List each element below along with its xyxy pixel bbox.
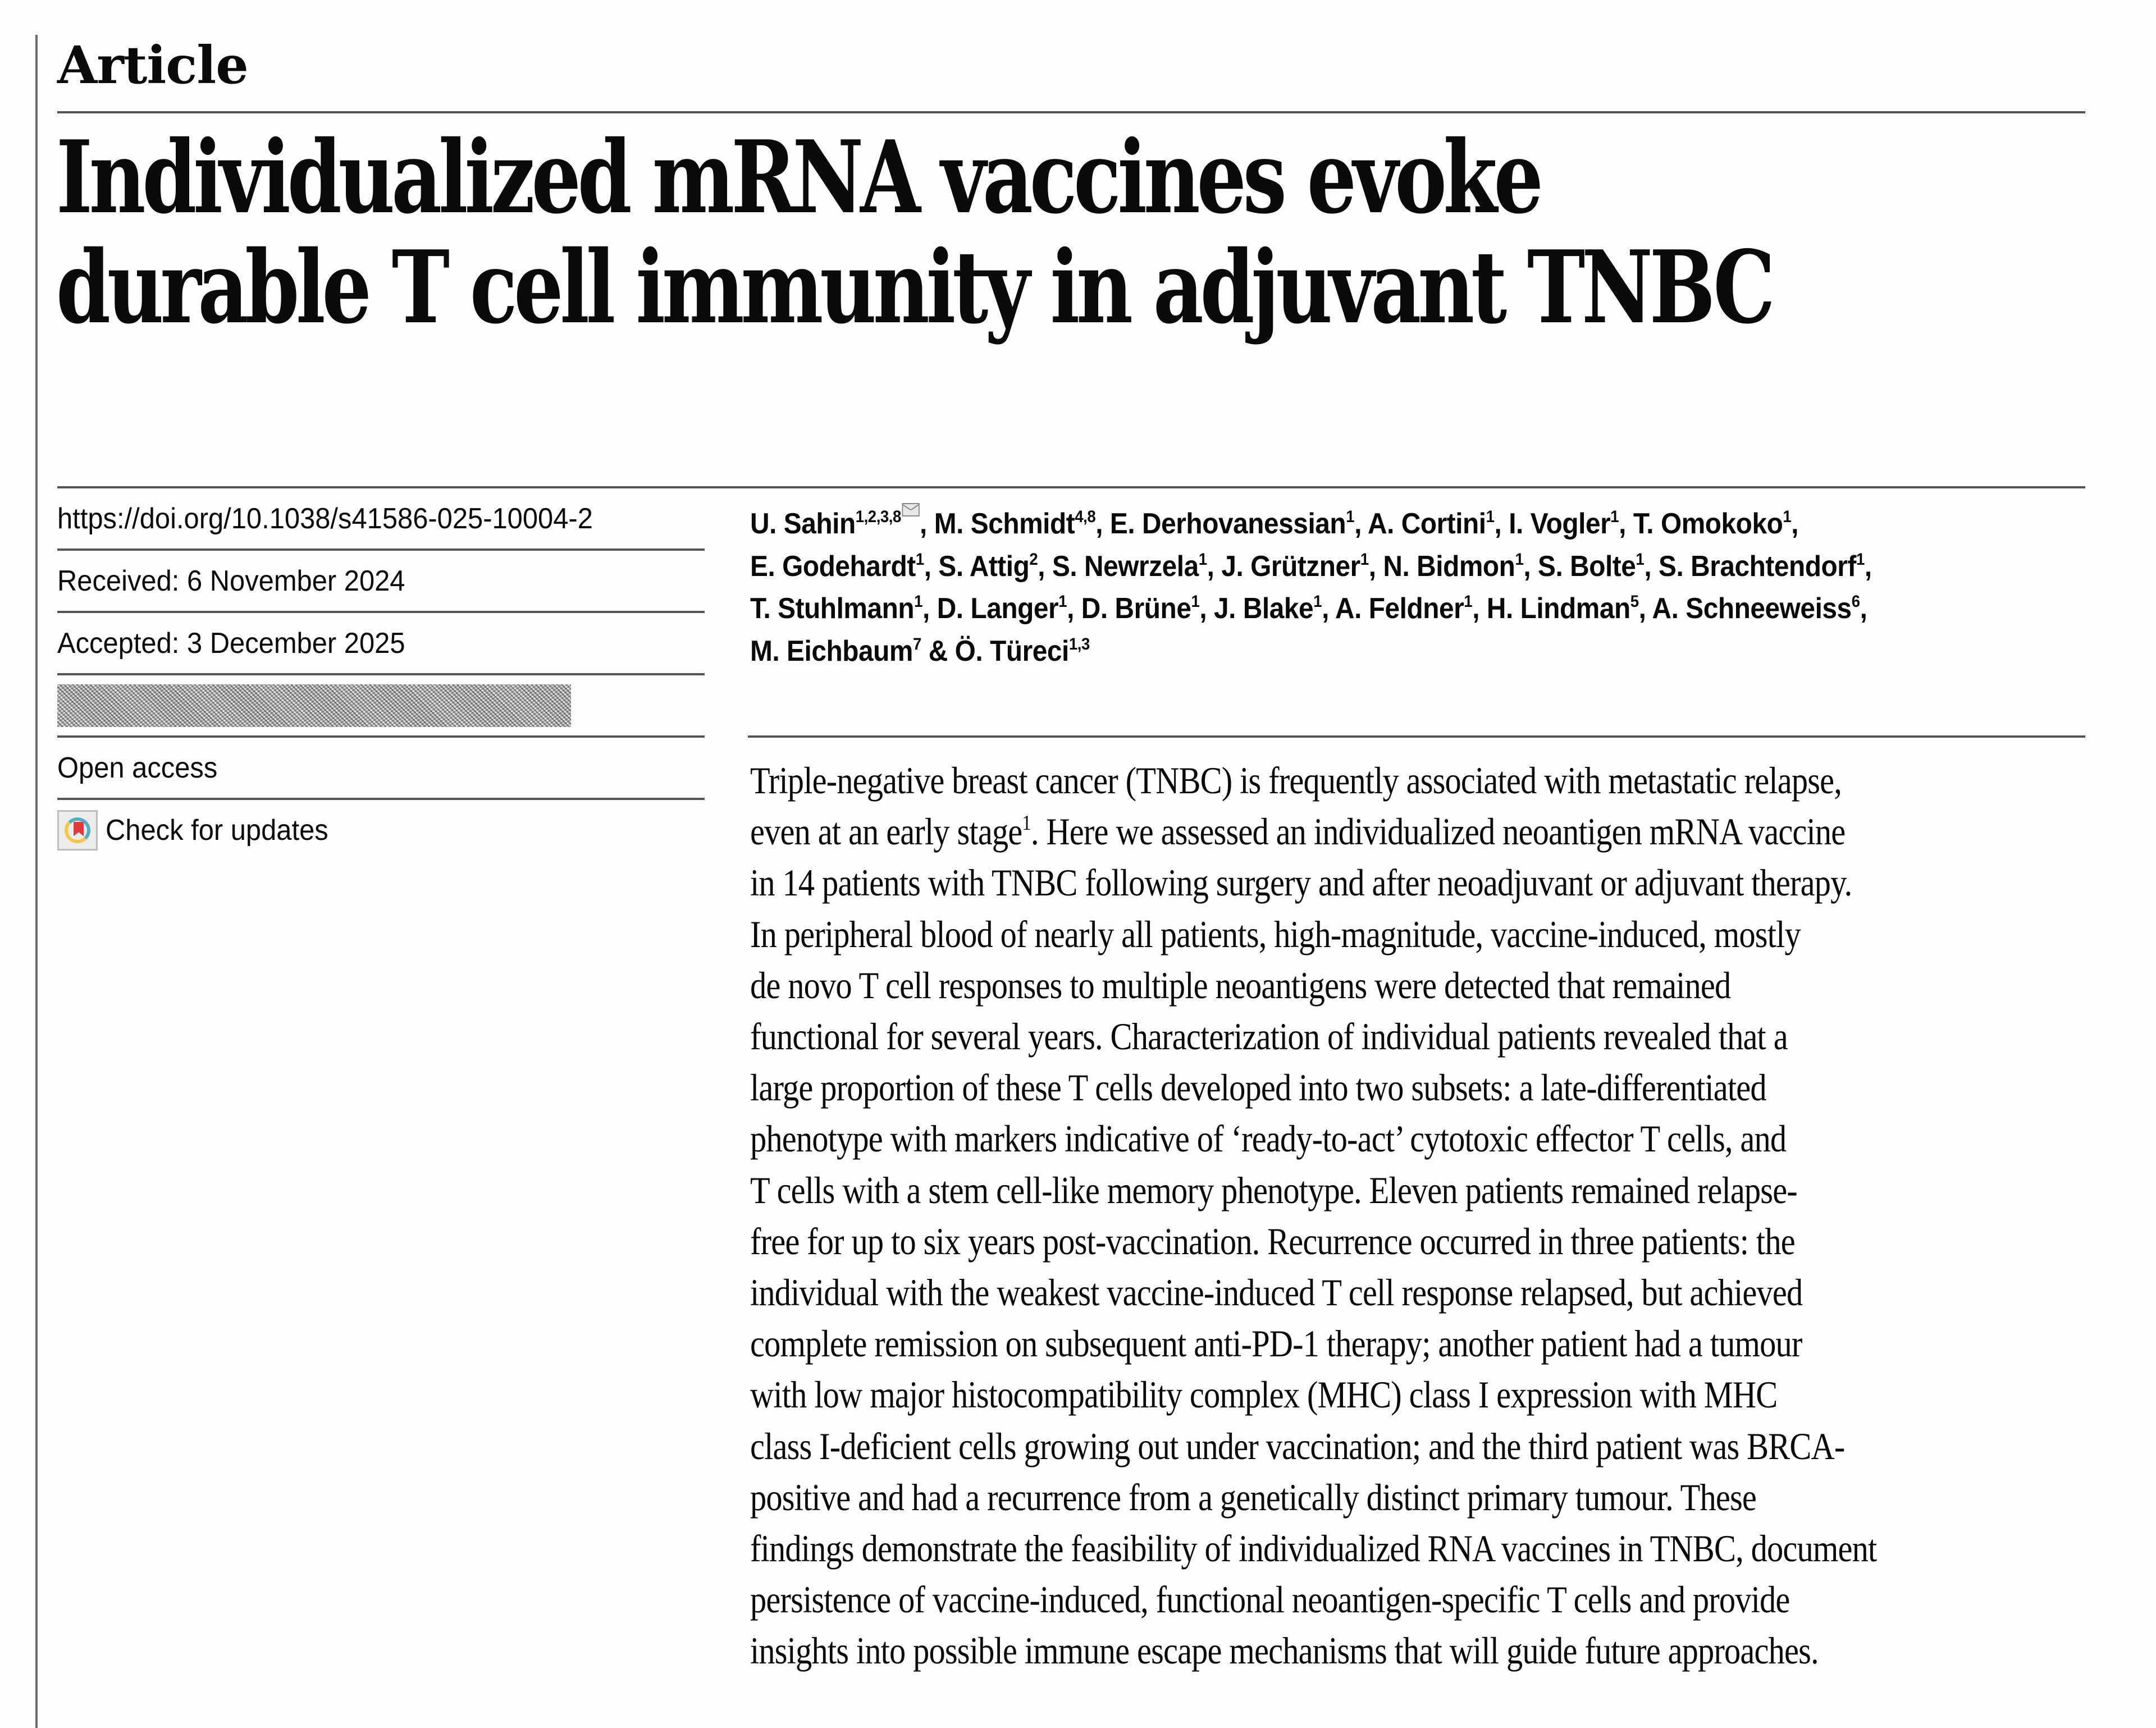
author[interactable]: S. Bolte$^1$ (1538, 550, 1645, 583)
author[interactable]: A. Schneeweiss$^6$ (1652, 592, 1860, 625)
author[interactable]: S. Attig$^2$ (938, 550, 1038, 583)
author[interactable]: Ö. Türeci$^{1,3}$ (954, 634, 1090, 668)
title-line-2: durable T cell immunity in adjuvant TNBC (56, 228, 1772, 346)
author[interactable]: E. Derhovanessian$^1$ (1109, 508, 1355, 540)
doi-row (57, 488, 705, 551)
abstract-line: persistence of vaccine-induced, functional neoantigen-specific T cells and provide (750, 1578, 1790, 1621)
abstract-line: de novo T cell responses to multiple neoantigens were detected that remained (750, 963, 1731, 1007)
author[interactable]: N. Bidmon$^1$ (1383, 550, 1524, 583)
received-date: Received: 6 November 2024 (57, 564, 405, 597)
abstract-line: in 14 patients with TNBC following surgery and after neoadjuvant or adjuvant therapy. (750, 861, 1852, 904)
author[interactable]: H. Lindman$^5$ (1486, 592, 1639, 625)
abstract-line: complete remission on subsequent anti-PD-1 therapy; another patient had a tumour (750, 1322, 1802, 1365)
abstract-line: T cells with a stem cell-like memory phenotype. Eleven patients remained relapse- (750, 1168, 1797, 1212)
title-line-1: Individualized mRNA vaccines evoke (56, 118, 1540, 236)
check-updates-label: Check for updates (106, 813, 328, 847)
abstract (750, 755, 2156, 1677)
accepted-date: Accepted: 3 December 2025 (57, 627, 405, 660)
author[interactable]: T. Stuhlmann$^1$ (750, 592, 923, 625)
author[interactable]: S. Brachtendorf$^1$ (1658, 550, 1865, 583)
article-metadata (57, 488, 705, 860)
abstract-line: In peripheral blood of nearly all patients, high-magnitude, vaccine-induced, mostly (750, 912, 1801, 956)
redacted-block (57, 684, 571, 727)
abstract-line: functional for several years. Characterization of individual patients revealed that a (750, 1015, 1788, 1058)
article-type-label: Article (57, 35, 248, 95)
header-rule (57, 111, 2085, 113)
check-for-updates-icon (57, 810, 98, 851)
author-line: M. Eichbaum$^7$ & Ö. Türeci$^{1,3}$ (750, 634, 1090, 668)
envelope-icon[interactable] (902, 503, 920, 516)
author[interactable]: S. Newrzela$^1$ (1052, 550, 1207, 583)
author[interactable]: M. Schmidt$^{4,8}$ (934, 508, 1096, 540)
author-line: T. Stuhlmann$^1$, D. Langer$^1$, D. Brüne$^1$, J. Blake$^1$, A. Feldner$^1$, H. Lindman$^5$, A. Schneeweiss$^6$, (750, 592, 1867, 625)
open-access-label: Open access (57, 751, 218, 784)
author[interactable]: U. Sahin$^{1,2,3,8}$ (750, 508, 920, 540)
reference-link[interactable]: 1 (1022, 811, 1031, 835)
abstract-line: large proportion of these T cells developed into two subsets: a late-differentiated (750, 1066, 1766, 1109)
author-line: E. Godehardt$^1$, S. Attig$^2$, S. Newrzela$^1$, J. Grützner$^1$, N. Bidmon$^1$, S. Bolte$^1$, S. Brachtendorf$^1$, (750, 550, 1872, 583)
author-list (750, 503, 2098, 673)
abstract-line: insights into possible immune escape mechanisms that will guide future approaches. (750, 1629, 1819, 1672)
author-line: U. Sahin$^{1,2,3,8}$ , M. Schmidt$^{4,8}$, E. Derhovanessian$^1$, A. Cortini$^1$, I. Vogler$^1$, T. Omokoko$^1$, (750, 503, 1990, 546)
open-access-row (57, 738, 705, 800)
abstract-line: with low major histocompatibility complex (MHC) class I expression with MHC (750, 1373, 1778, 1416)
abstract-rule (748, 735, 2085, 738)
received-row (57, 551, 705, 613)
abstract-line: Triple-negative breast cancer (TNBC) is frequently associated with metastatic relapse, (750, 759, 1842, 802)
check-updates-button[interactable] (57, 800, 705, 860)
author[interactable]: J. Blake$^1$ (1214, 592, 1322, 625)
author[interactable]: T. Omokoko$^1$ (1633, 508, 1792, 540)
author[interactable]: D. Langer$^1$ (937, 592, 1067, 625)
abstract-line: findings demonstrate the feasibility of individualized RNA vaccines in TNBC, document (750, 1527, 1877, 1570)
author[interactable]: A. Feldner$^1$ (1335, 592, 1473, 625)
abstract-line: class I-deficient cells growing out under vaccination; and the third patient was BRCA- (750, 1424, 1845, 1468)
author[interactable]: A. Cortini$^1$ (1367, 508, 1495, 540)
abstract-line: positive and had a recurrence from a genetically distinct primary tumour. These (750, 1475, 1756, 1519)
doi-link[interactable]: https://doi.org/10.1038/s41586-025-10004-2 (57, 502, 593, 535)
author[interactable]: J. Grützner$^1$ (1221, 550, 1369, 583)
author[interactable]: M. Eichbaum$^7$ (750, 634, 921, 668)
abstract-line: free for up to six years post-vaccination. Recurrence occurred in three patients: the (750, 1219, 1795, 1263)
accepted-row (57, 613, 705, 675)
author[interactable]: D. Brüne$^1$ (1081, 592, 1200, 625)
redacted-row (57, 675, 705, 738)
author[interactable]: E. Godehardt$^1$ (750, 550, 924, 583)
left-margin-line (35, 35, 38, 1728)
article-title (56, 118, 1772, 346)
abstract-line: individual with the weakest vaccine-induced T cell response relapsed, but achieved (750, 1271, 1803, 1314)
author[interactable]: I. Vogler$^1$ (1509, 508, 1619, 540)
abstract-line: even at an early stage$^1$. Here we assessed an individualized neoantigen mRNA vaccine (750, 810, 1846, 853)
abstract-line: phenotype with markers indicative of ‘ready-to-act’ cytotoxic effector T cells, and (750, 1117, 1787, 1160)
